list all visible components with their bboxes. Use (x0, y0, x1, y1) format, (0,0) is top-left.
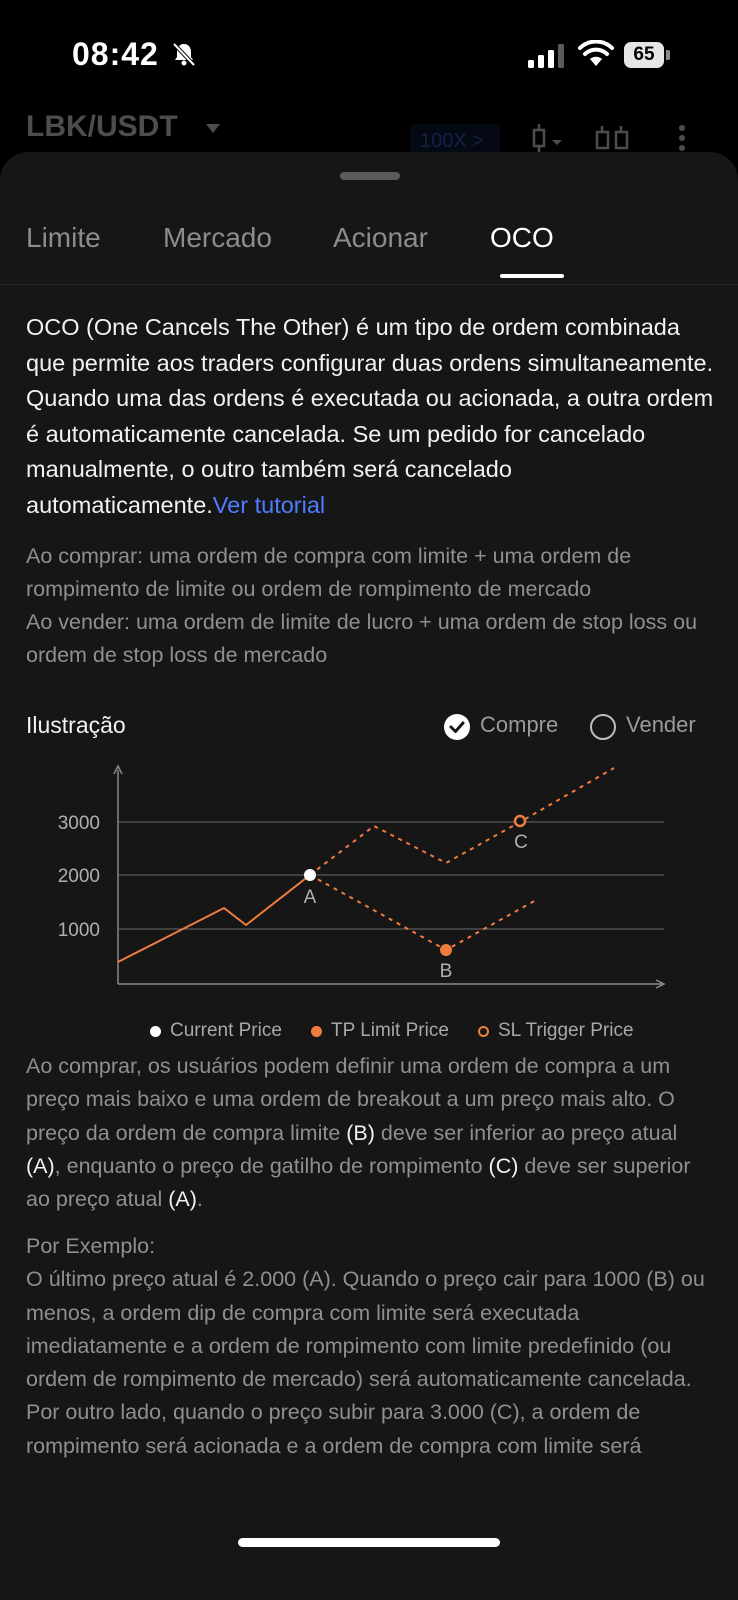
example-paragraph-2: Por outro lado, quando o preço subir para 3.000 (C), a ordem de rompimento será acionada e a ordem de compra com limite será (26, 1400, 642, 1458)
oco-description (26, 310, 716, 523)
buy-option-label[interactable]: Compre (480, 712, 559, 737)
status-bar (0, 0, 738, 110)
dip-path (310, 875, 538, 950)
price-history-line (118, 875, 310, 962)
y-tick-1000: 1000 (57, 920, 100, 941)
battery-level: 65 (624, 42, 664, 68)
point-a-current-price (304, 869, 316, 881)
wifi-icon (578, 40, 614, 68)
example-paragraph-1: O último preço atual é 2.000 (A). Quando o preço cair para 1000 (B) ou menos, a ordem dip de compra com limite será executada imediatamente e a ordem de rompimento com limite predefinido (ou ordem de rompimento de mercado) será automaticamente cancelada. (26, 1267, 705, 1392)
example-section (26, 1230, 716, 1463)
battery-icon (624, 42, 670, 68)
example-heading: Por Exemplo: (26, 1234, 156, 1258)
leverage-button[interactable]: 100X > (410, 124, 500, 156)
legend-tp-limit-price (311, 1020, 449, 1042)
legend-dot-sl (478, 1026, 489, 1037)
chevron-down-icon (206, 124, 220, 133)
order-notes (26, 540, 716, 672)
pair-selector[interactable]: LBK/USDT (26, 110, 178, 143)
sell-note: Ao vender: uma ordem de limite de lucro + uma ordem de stop loss ou ordem de stop loss de mercado (26, 610, 698, 667)
legend-dot-current (150, 1026, 161, 1037)
status-time: 08:42 (72, 36, 159, 72)
legend-dot-tp (311, 1026, 322, 1037)
sell-radio-icon[interactable] (590, 714, 616, 740)
tutorial-link[interactable]: Ver tutorial (212, 491, 326, 518)
tab-acionar[interactable]: Acionar (333, 222, 428, 253)
point-c-label: C (514, 832, 528, 853)
more-options-icon[interactable] (664, 120, 700, 156)
illustration-title: Ilustração (26, 712, 126, 738)
buy-note: Ao comprar: uma ordem de compra com limite + uma ordem de rompimento de limite ou ordem de rompimento de mercado (26, 544, 632, 601)
y-tick-3000: 3000 (57, 813, 100, 834)
point-a-label: A (303, 887, 317, 908)
legend-label-tp: TP Limit Price (331, 1020, 449, 1041)
tab-mercado[interactable]: Mercado (163, 222, 272, 253)
divider (0, 284, 738, 285)
point-c-sl-trigger-price (515, 816, 525, 826)
buy-explanation: Ao comprar, os usuários podem definir uma ordem de compra a um preço mais baixo e uma ordem de breakout a um preço mais alto. O preço da ordem de compra limite (B) deve ser inferior ao preço atual (A), enquanto o preço de gatilho de rompimento (C) deve ser superior ao preço atual (A). (26, 1054, 691, 1212)
oco-price-chart (0, 762, 738, 1062)
active-tab-indicator (500, 274, 564, 278)
tab-oco[interactable]: OCO (490, 222, 554, 253)
point-b-tp-limit-price (440, 944, 452, 956)
buy-radio-checked-icon[interactable] (444, 714, 470, 740)
order-type-tabs (0, 222, 738, 284)
legend-label-sl: SL Trigger Price (498, 1020, 634, 1041)
candlestick-icon[interactable] (528, 120, 564, 156)
sheet-drag-handle[interactable] (340, 172, 400, 180)
legend-sl-trigger-price (478, 1020, 634, 1042)
chart-legend (150, 1020, 710, 1050)
cellular-signal-icon (528, 44, 566, 68)
oco-info-sheet (0, 152, 738, 1600)
sell-option-label[interactable]: Vender (626, 712, 696, 737)
legend-label-current: Current Price (170, 1020, 282, 1041)
point-b-label: B (439, 961, 453, 982)
silent-bell-icon (170, 40, 198, 68)
home-indicator[interactable] (238, 1538, 500, 1547)
chart-compare-icon[interactable] (594, 120, 630, 156)
y-tick-2000: 2000 (57, 866, 100, 887)
legend-current-price (150, 1020, 282, 1042)
intro-text: OCO (One Cancels The Other) é um tipo de ordem combinada que permite aos traders configurar duas ordens simultaneamente. Quando uma das ordens é executada ou acionada, a outra ordem é automaticamente cancelada. Se um pedido for cancelado manualmente, o outro também será cancelado automaticamente. (26, 314, 714, 518)
tab-limite[interactable]: Limite (26, 222, 101, 253)
